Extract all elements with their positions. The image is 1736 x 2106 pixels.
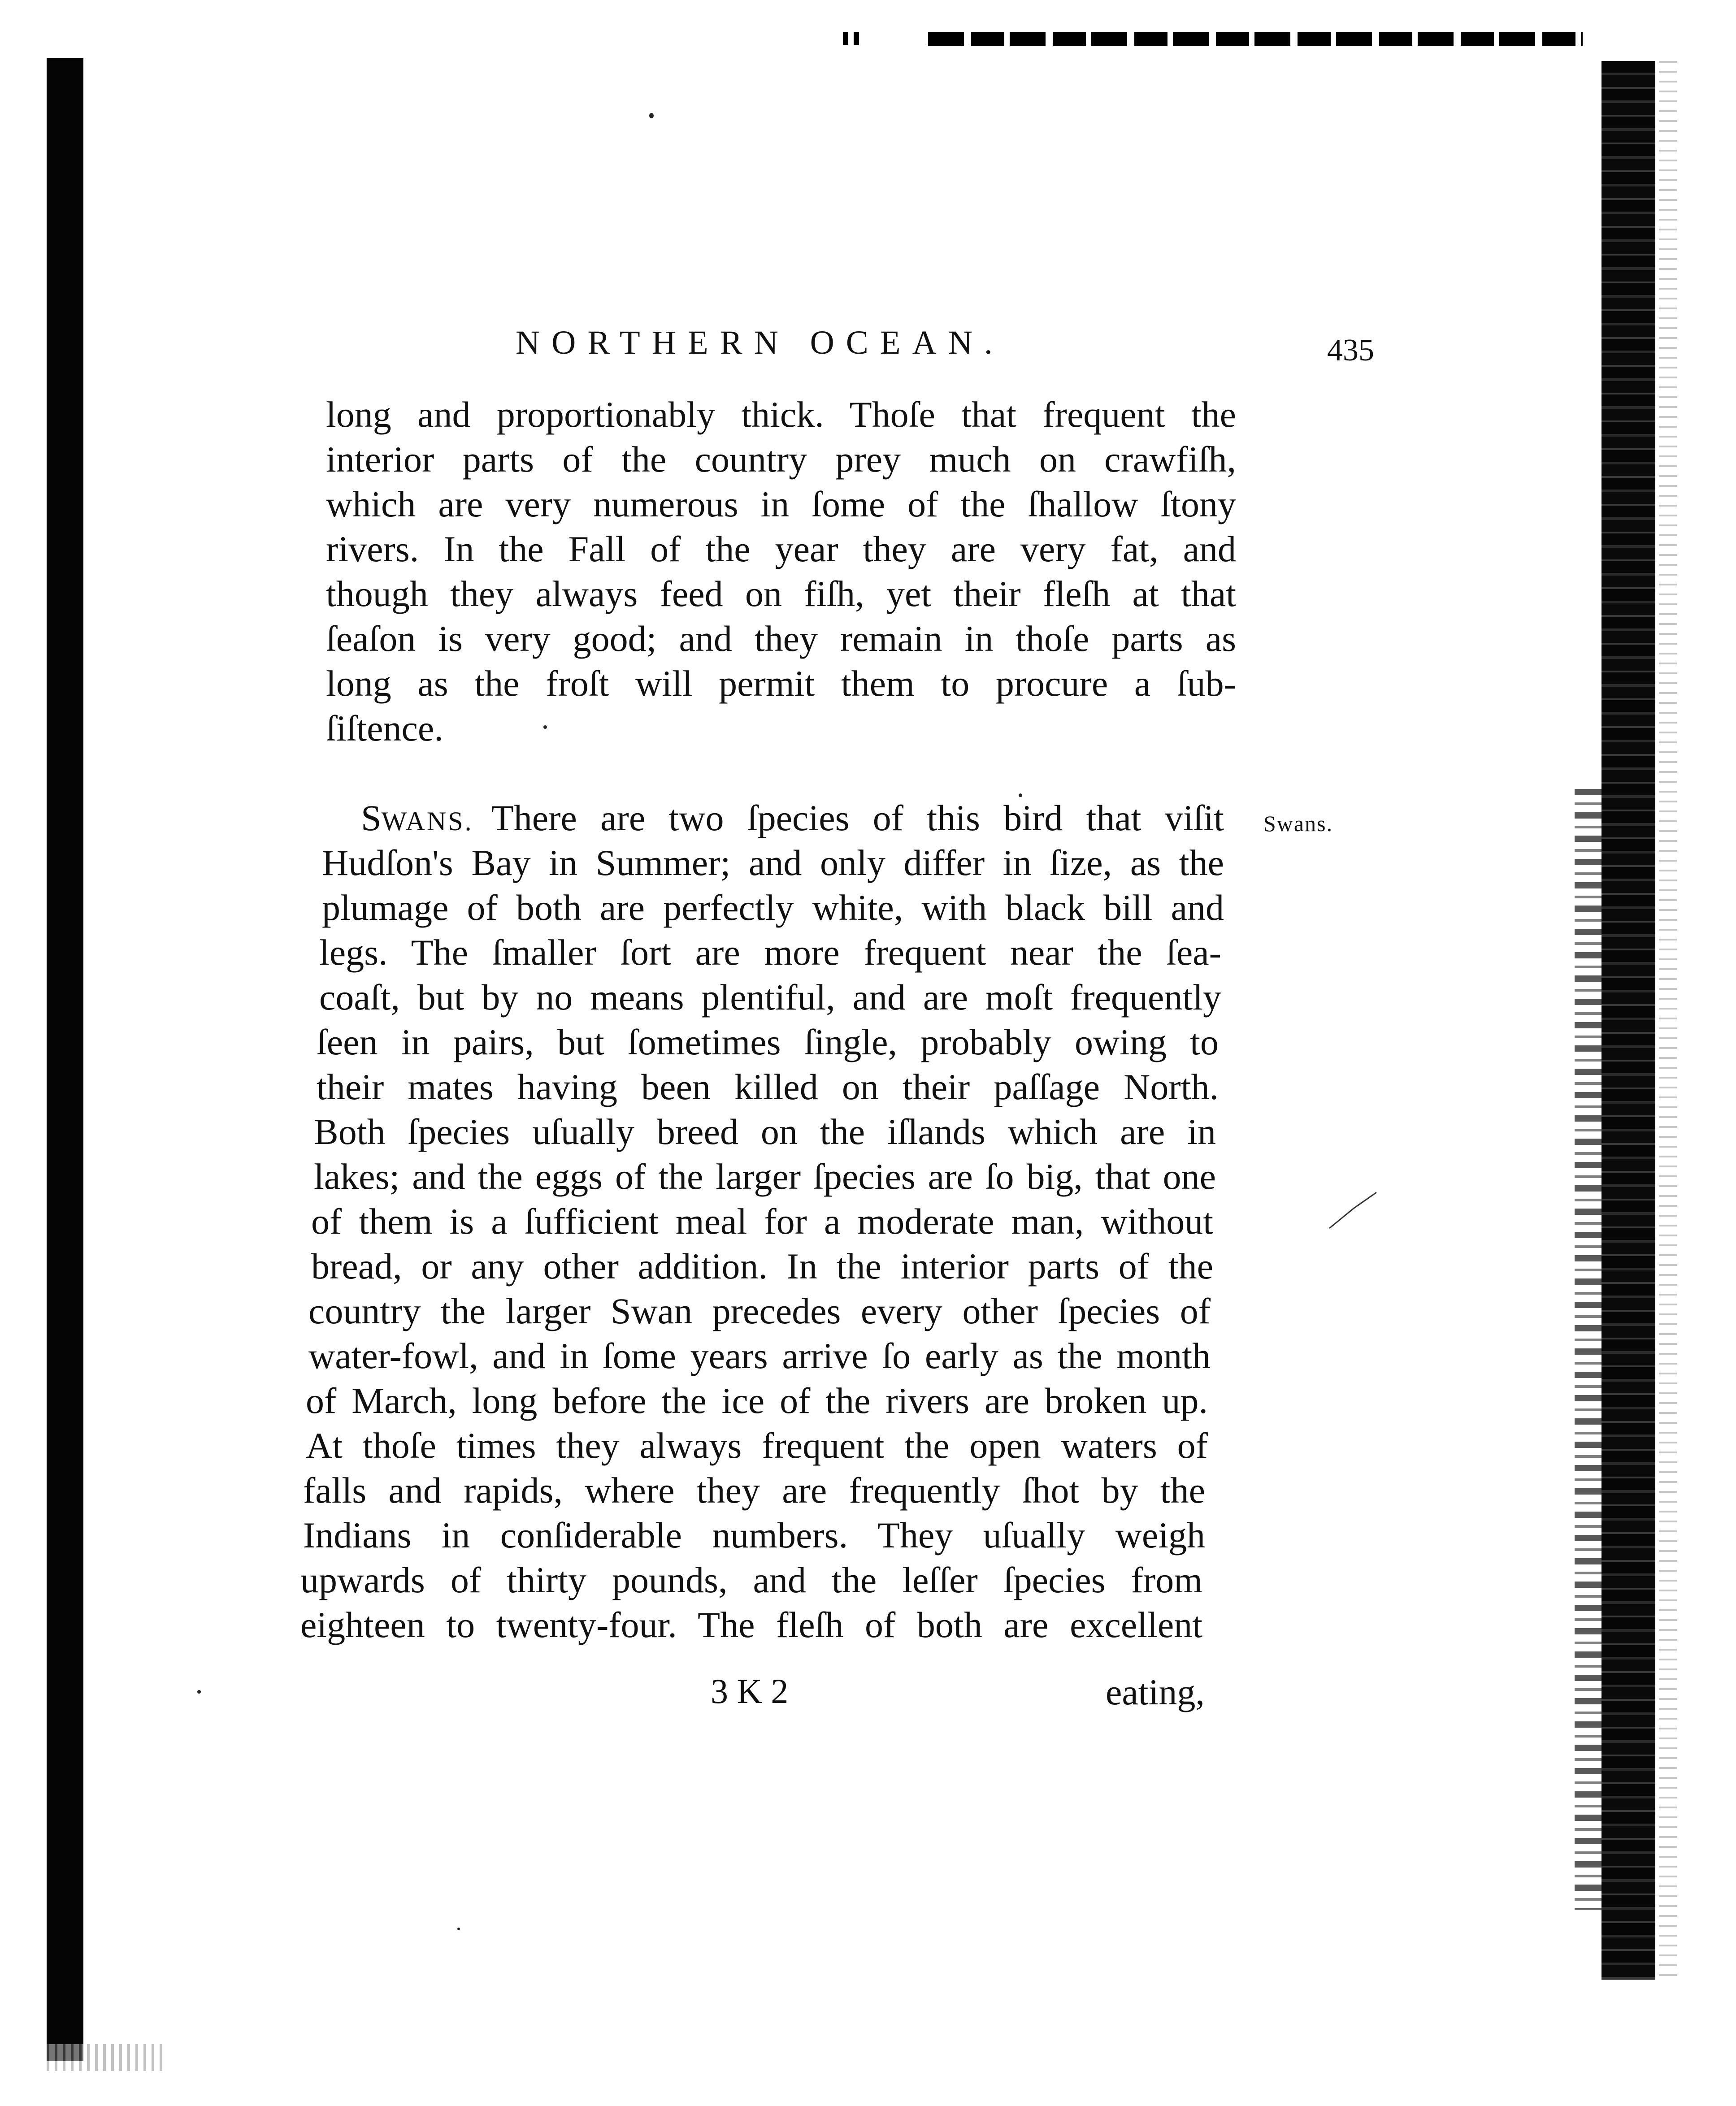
- text-line: long as the froſt will permit them to procure a ſub-: [326, 663, 1236, 704]
- text-line: though they always feed on fiſh, yet their fleſh at that: [326, 573, 1236, 614]
- text-line: Both ſpecies uſually breed on the iſlands which are in: [314, 1111, 1216, 1152]
- pencil-mark: [1327, 1190, 1381, 1231]
- scan-fleck: [197, 1690, 201, 1694]
- scan-fleck: [543, 725, 547, 729]
- text-line: coaſt, but by no means plentiful, and are moſt frequently: [319, 977, 1221, 1018]
- text-line: which are very numerous in ſome of the ſhallow ſtony: [326, 484, 1236, 524]
- signature-mark: 3 K 2: [711, 1672, 789, 1711]
- text-line: country the larger Swan precedes every other ſpecies of: [308, 1291, 1211, 1331]
- text-line: Indians in conſiderable numbers. They uſually weigh: [303, 1515, 1205, 1556]
- text-line: Hudſon's Bay in Summer; and only differ in ſize, as the: [322, 842, 1224, 883]
- running-head: NORTHERN OCEAN.: [516, 324, 1004, 361]
- margin-note-swans: Swans.: [1263, 811, 1333, 836]
- scan-top-mark: [843, 32, 861, 45]
- text-line: At thoſe times they always frequent the open waters of: [306, 1425, 1208, 1466]
- catchword: eating,: [1106, 1672, 1205, 1712]
- text-line: interior parts of the country prey much on crawfiſh,: [326, 439, 1236, 480]
- text-line: falls and rapids, where they are frequently ſhot by the: [303, 1470, 1205, 1511]
- text-line: legs. The ſmaller ſort are more frequent near the ſea-: [319, 932, 1221, 973]
- text-line: bread, or any other addition. In the interior parts of the: [311, 1246, 1213, 1287]
- text-line: ſeen in pairs, but ſometimes ſingle, probably owing to: [317, 1022, 1219, 1062]
- page-number: 435: [1327, 333, 1374, 368]
- text-line-first: [361, 796, 1224, 844]
- scan-left-edge-shadow: [47, 58, 83, 2061]
- text-line: their mates having been killed on their paſſage North.: [317, 1066, 1219, 1107]
- scan-fleck: [649, 113, 654, 118]
- scan-top-bar: [928, 32, 1583, 46]
- text-line: lakes; and the eggs of the larger ſpecies are ſo big, that one: [314, 1156, 1216, 1197]
- text-line: eighteen to twenty-four. The fleſh of both are excellent: [300, 1604, 1202, 1645]
- text-line: upwards of thirty pounds, and the leſſer ſpecies from: [300, 1560, 1202, 1600]
- text-line: water-fowl, and in ſome years arrive ſo early as the month: [308, 1335, 1211, 1376]
- text-line: of them is a ſufficient meal for a moderate man, without: [311, 1201, 1213, 1242]
- text-line: of March, long before the ice of the rivers are broken up.: [306, 1380, 1208, 1421]
- text-line: rivers. In the Fall of the year they are very fat, and: [326, 529, 1236, 569]
- section-heading: SWANS.: [361, 797, 473, 838]
- scan-right-edge-noise: [1575, 789, 1601, 1910]
- text-line: ſeaſon is very good; and they remain in thoſe parts as: [326, 618, 1236, 659]
- text-line: plumage of both are perfectly white, with black bill and: [322, 887, 1224, 928]
- scan-right-speckle: [1659, 61, 1677, 1980]
- scan-fleck: [457, 1928, 460, 1930]
- scan-right-edge-shadow: [1601, 61, 1655, 1980]
- first-line-text: There are two ſpecies of this bird that viſit: [491, 797, 1224, 838]
- text-line: ſiſtence.: [326, 708, 443, 749]
- text-line: long and proportionably thick. Thoſe that frequent the: [326, 394, 1236, 435]
- scan-bottom-noise: [47, 2044, 163, 2071]
